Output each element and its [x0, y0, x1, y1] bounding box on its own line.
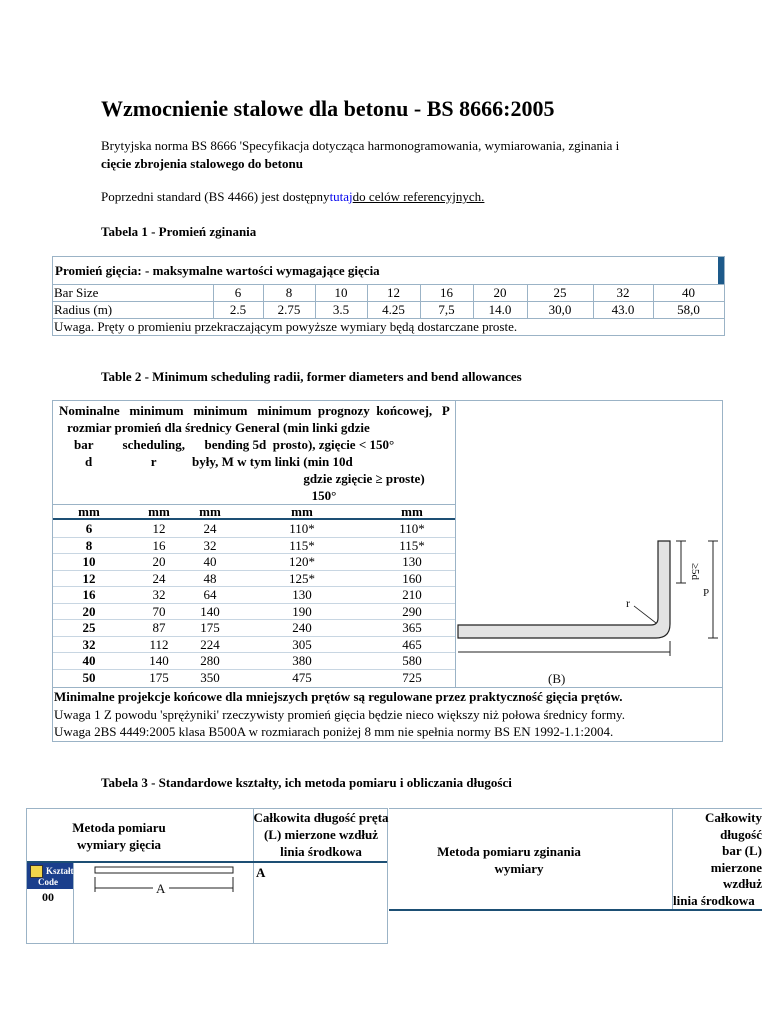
table-cell: 20	[152, 554, 166, 569]
table1-note: Uwaga. Pręty o promieniu przekraczającym powyższe wymiary będą dostarczane proste.	[54, 319, 518, 334]
t2-header-line-3: bar scheduling, bending 5d prosto), zgięcie < 150°	[74, 437, 395, 452]
intro-line-2: cięcie zbrojenia stalowego do betonu	[101, 156, 303, 171]
right-h2	[673, 810, 762, 909]
table-cell: 24	[203, 521, 217, 536]
table-cell: 32	[203, 537, 217, 553]
table-cell: 32	[82, 636, 96, 652]
bar-size-cell: 40	[682, 285, 695, 300]
table-cell: 224	[200, 636, 220, 652]
divider	[253, 809, 254, 943]
table-cell: 12	[82, 570, 96, 586]
bent-bar-diagram	[456, 501, 721, 687]
table-cell: 125*	[289, 570, 315, 586]
bar-shape	[95, 867, 233, 873]
scheduling-radii-table	[52, 400, 723, 742]
t2-header-line-4: d r były, M w tym linki (min 10d	[85, 454, 353, 469]
table-cell: 70	[152, 603, 166, 619]
bar-size-cell: 20	[493, 285, 507, 300]
tutaj-link[interactable]: tutaj	[329, 189, 353, 204]
shapes-table-right	[389, 808, 762, 911]
right-h2-line: Całkowity	[704, 810, 762, 825]
table-cell: 280	[200, 653, 220, 668]
intro-text	[101, 137, 619, 173]
row-label-bar-size: Bar Size	[54, 285, 99, 300]
a-label: A	[156, 881, 166, 895]
bar-shape	[458, 541, 670, 638]
table1-caption: Tabela 1 - Promień zginania	[101, 224, 257, 239]
straight-bar-diagram	[87, 865, 247, 895]
table-cell: 115*	[289, 537, 315, 553]
table-cell: 16	[82, 587, 96, 602]
right-h2-line: długość	[720, 826, 762, 842]
radius-cell: 4.25	[382, 302, 405, 317]
right-h1a: Metoda pomiaru zginania	[437, 844, 581, 859]
table2-caption: Table 2 - Minimum scheduling radii, former diameters and bend allowances	[101, 369, 522, 384]
left-h1: Metoda pomiaru	[72, 820, 166, 835]
bar-size-cell: 16	[440, 285, 453, 300]
right-h2-line: bar (L)	[722, 843, 762, 858]
bar-size-cell: 12	[387, 285, 400, 300]
divider	[53, 687, 722, 688]
table-cell: 8	[85, 537, 93, 553]
radius-cell: 7,5	[438, 302, 455, 317]
table3-caption: Tabela 3 - Standardowe kształty, ich metoda pomiaru i obliczania długości	[101, 775, 512, 790]
bar-size-cell: 8	[285, 285, 293, 300]
table-cell: 50	[82, 669, 96, 685]
table-accent	[718, 257, 724, 285]
radius-cell: 58,0	[677, 302, 700, 317]
left-h2a: Całkowita długość pręta	[253, 810, 389, 825]
5d-label: ≥5d	[689, 563, 701, 581]
bar-size-cell: 10	[334, 285, 348, 300]
t2-note-bold: Minimalne projekcje końcowe dla mniejszych prętów są regulowane przez praktyczność gięcia prętów.	[54, 689, 623, 704]
table-cell: 475	[292, 669, 312, 685]
r-label: r	[626, 596, 630, 610]
t2-header-line-2: rozmiar promień dla średnicy General (min linki gdzie	[67, 420, 370, 435]
radius-cell: 2.75	[277, 302, 301, 317]
table-cell: 380	[292, 653, 312, 668]
table-cell: 87	[152, 620, 166, 635]
left-h2b: (L) mierzone wzdłuż	[263, 827, 379, 842]
right-h2-line: wzdłuż	[723, 876, 762, 891]
prev-text-after: do celów referencyjnych.	[352, 189, 485, 204]
table-cell: 190	[292, 603, 312, 619]
table-cell: 130	[292, 587, 312, 602]
table-cell: 40	[203, 554, 217, 569]
table-cell: 20	[82, 603, 96, 619]
table-cell: 12	[152, 521, 166, 536]
table-cell: 240	[292, 620, 312, 635]
table-cell: 115*	[399, 537, 425, 553]
previous-standard-text	[101, 188, 484, 206]
unit-cell: mm	[199, 504, 221, 519]
radius-cell: 30,0	[548, 302, 572, 317]
table-cell: 24	[152, 570, 166, 586]
intro-line-1: Brytyjska norma BS 8666 'Specyfikacja dotycząca harmonogramowania, wymiarowania, zginania i	[101, 138, 620, 153]
shape-code-badge	[27, 863, 73, 889]
bend-radius-table	[52, 256, 725, 336]
shape-label: Kształt	[46, 866, 74, 876]
t2-header-line-5: gdzie zgięcie ≥ proste)	[303, 471, 425, 486]
bar-size-cell: 6	[234, 285, 242, 300]
table-cell: 580	[402, 653, 422, 668]
table-cell: 16	[152, 537, 166, 553]
shape-number: 00	[42, 890, 54, 904]
table-cell: 110*	[289, 521, 315, 536]
unit-cell: mm	[148, 504, 170, 519]
table1-header: Promień gięcia: - maksymalne wartości wymagające gięcia	[55, 263, 380, 278]
t2-header-line-6: 150°	[311, 488, 337, 503]
shape-code: Code	[38, 877, 58, 887]
prev-text: Poprzedni standard (BS 4466) jest dostępny	[101, 189, 330, 204]
table-cell: 6	[85, 521, 93, 536]
length-formula: A	[256, 865, 266, 880]
right-h2-line: linia środkowa	[673, 892, 755, 908]
table-cell: 40	[82, 653, 96, 668]
table-cell: 175	[200, 620, 220, 635]
p-label: P	[703, 587, 710, 599]
divider	[27, 861, 387, 863]
table-cell: 140	[149, 653, 169, 668]
radius-cell: 3.5	[332, 302, 350, 317]
table-cell: 25	[82, 620, 96, 635]
table-cell: 290	[402, 603, 422, 619]
table-cell: 305	[292, 636, 312, 652]
table-cell: 110*	[399, 521, 425, 536]
bar-size-cell: 25	[553, 285, 567, 300]
b-label: (B)	[548, 671, 566, 686]
unit-cell: mm	[78, 504, 100, 519]
t2-note-1: Uwaga 1 Z powodu 'sprężyniki' rzeczywisty promień gięcia będzie nieco większy niż połowa średnicy formy.	[54, 707, 625, 722]
radius-line	[634, 606, 656, 623]
table-cell: 465	[402, 636, 422, 652]
row-label-radius: Radius (m)	[54, 302, 113, 317]
table-cell: 140	[200, 603, 220, 619]
page-title: Wzmocnienie stalowe dla betonu - BS 8666:2005	[101, 96, 555, 121]
right-h1b: wymiary	[494, 861, 544, 876]
right-h2-line: mierzone	[710, 859, 762, 875]
table-cell: 365	[402, 620, 422, 635]
table-cell: 160	[402, 570, 422, 586]
table-cell: 10	[82, 554, 96, 569]
table-cell: 120*	[289, 554, 315, 569]
radius-cell: 2.5	[229, 302, 247, 317]
table-cell: 350	[200, 669, 220, 685]
shapes-table-left	[26, 808, 388, 944]
table-cell: 64	[203, 587, 217, 602]
radius-cell: 43.0	[611, 302, 635, 317]
t2-note-2: Uwaga 2BS 4449:2005 klasa B500A w rozmiarach poniżej 8 mm nie spełnia normy BS EN 1992-1.1:2004.	[54, 724, 614, 739]
table-cell: 130	[402, 554, 422, 569]
table-cell: 112	[149, 636, 169, 652]
table-cell: 725	[402, 669, 422, 685]
radius-cell: 14.0	[488, 302, 512, 317]
divider	[389, 909, 762, 911]
table-cell: 210	[402, 587, 422, 602]
table-cell: 175	[149, 669, 169, 685]
left-h2c: linia środkowa	[280, 844, 362, 859]
bar-size-cell: 32	[616, 285, 630, 300]
unit-cell: mm	[291, 504, 313, 519]
unit-cell: mm	[401, 504, 423, 519]
table-cell: 48	[203, 570, 217, 586]
table-cell: 32	[152, 587, 166, 602]
t2-header-line-1: Nominalne minimum minimum minimum prognozy końcowej, P	[59, 403, 450, 418]
left-h1b: wymiary gięcia	[76, 837, 162, 852]
